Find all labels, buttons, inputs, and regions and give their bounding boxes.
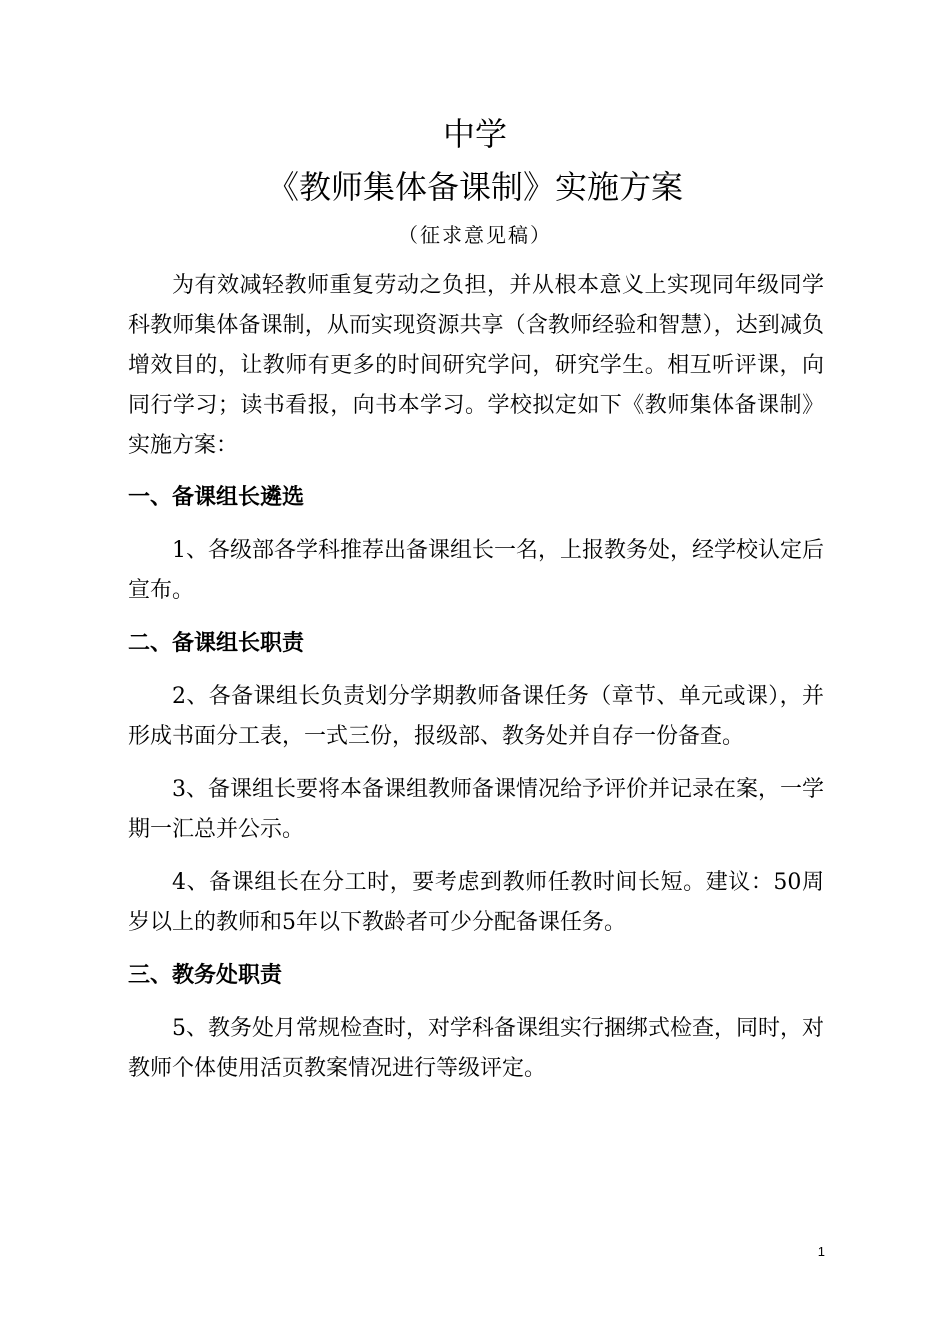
section-heading-2: 二、备课组长职责 <box>128 631 305 656</box>
section-1-paragraph-1: 1、各级部各学科推荐出备课组长一名，上报教务处，经学校认定后宣布。 <box>128 538 824 603</box>
section-2-paragraph-1: 2、各备课组长负责划分学期教师备课任务（章节、单元或课），并形成书面分工表，一式三份，报级部、教务处并自存一份备查。 <box>128 684 824 749</box>
document-body <box>128 266 824 1102</box>
page-number: 1 <box>817 1244 825 1259</box>
document-title-line1: 中学 <box>442 115 507 153</box>
section-3-paragraph-1: 5、教务处月常规检查时，对学科备课组实行捆绑式检查，同时，对教师个体使用活页教案情况进行等级评定。 <box>128 1016 824 1081</box>
section-heading-3: 三、教务处职责 <box>128 963 283 988</box>
section-2-paragraph-3: 4、备课组长在分工时，要考虑到教师任教时间长短。建议：50周岁以上的教师和5年以下教龄者可少分配备课任务。 <box>128 870 824 935</box>
section-heading-1: 一、备课组长遴选 <box>128 485 305 510</box>
document-title-line2: 《教师集体备课制》实施方案 <box>266 168 683 206</box>
document-subtitle: （征求意见稿） <box>398 223 552 247</box>
intro-paragraph: 为有效减轻教师重复劳动之负担，并从根本意义上实现同年级同学科教师集体备课制，从而实现资源共享（含教师经验和智慧），达到减负增效目的，让教师有更多的时间研究学问，研究学生。相互听评课，向同行学习；读书看报，向书本学习。学校拟定如下《教师集体备课制》实施方案： <box>128 273 824 458</box>
section-2-paragraph-2: 3、备课组长要将本备课组教师备课情况给予评价并记录在案，一学期一汇总并公示。 <box>128 777 824 842</box>
